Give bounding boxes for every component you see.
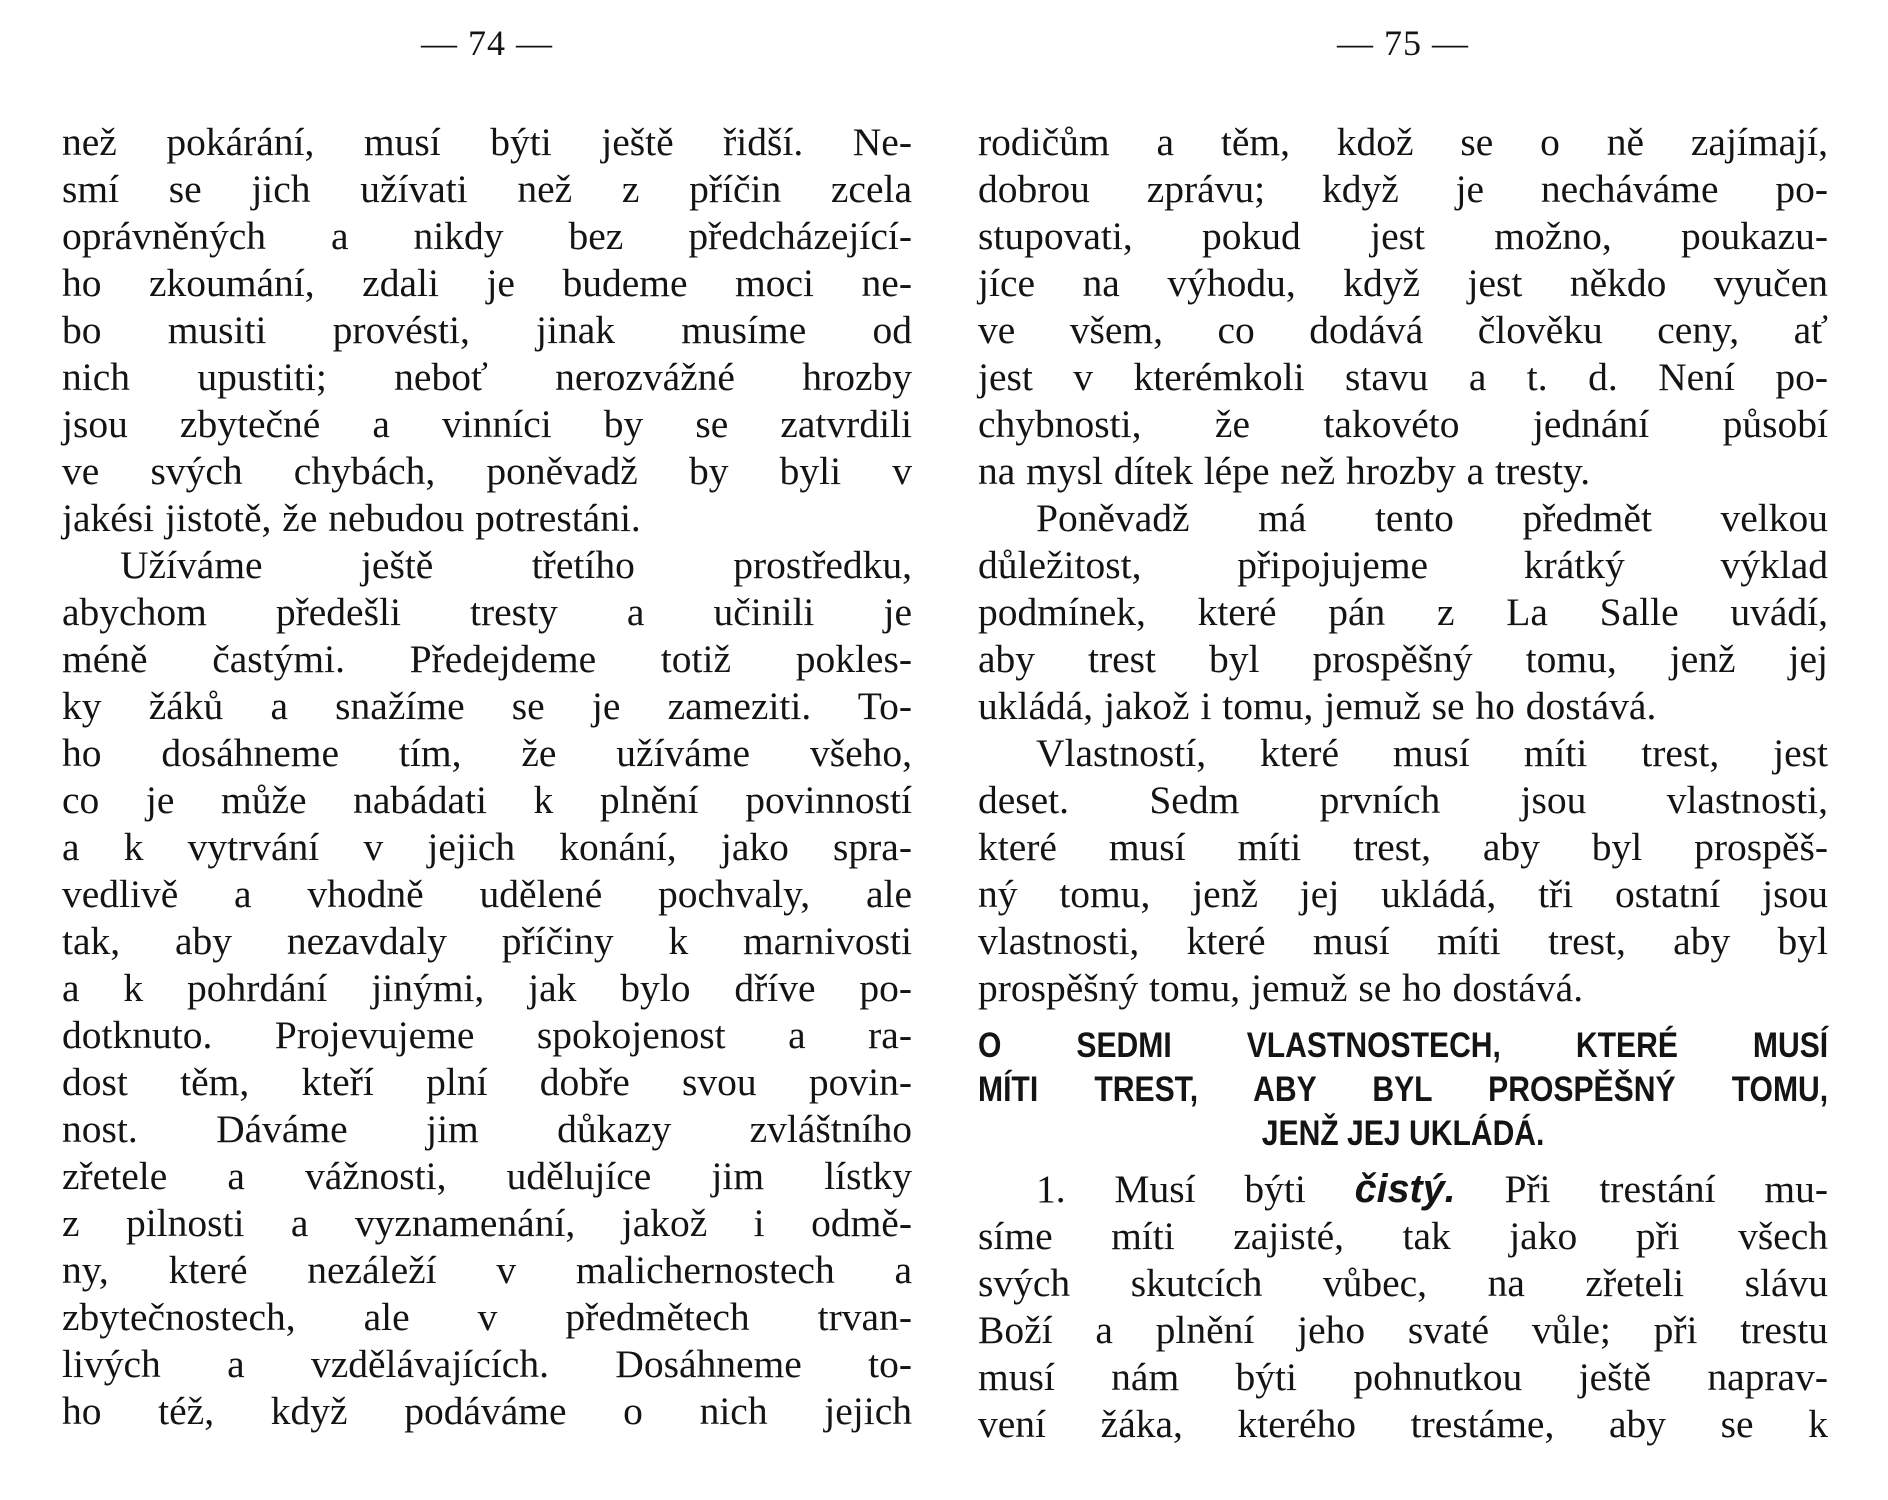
text-line: svých skutcích vůbec, na zřeteli slávu — [978, 1261, 1828, 1305]
text-line: Boží a plnění jeho svaté vůle; při trestu — [978, 1308, 1828, 1352]
text-line: z pilnosti a vyznamenání, jakož i odmě- — [62, 1201, 912, 1245]
text-line: aby trest byl prospěšný tomu, jenž jej — [978, 637, 1828, 681]
right-page — [978, 18, 1828, 1448]
text-line: ho zkoumání, zdali je budeme moci ne- — [62, 261, 912, 305]
text-line: ný tomu, jenž jej ukládá, tři ostatní jsou — [978, 872, 1828, 916]
text-line: ky žáků a snažíme se je zameziti. To- — [62, 684, 912, 728]
section-heading — [978, 1024, 1828, 1156]
text-line: jakési jistotě, že nebudou potrestáni. — [62, 496, 641, 540]
text-line: bo musiti provésti, jinak musíme od — [62, 308, 912, 352]
text-line: podmínek, které pán z La Salle uvádí, — [978, 590, 1828, 634]
text-line: jest v kterémkoli stavu a t. d. Není po- — [978, 355, 1828, 399]
text-line: dobrou zprávu; když je necháváme po- — [978, 167, 1828, 211]
text-line: a k vytrvání v jejich konání, jako spra- — [62, 825, 912, 869]
text-line: než pokárání, musí býti ještě řidší. Ne- — [62, 120, 912, 164]
text-line: ukládá, jakož i tomu, jemuž se ho dostává. — [978, 684, 1657, 728]
text-line: Užíváme ještě třetího prostředku, — [120, 543, 912, 587]
item-number-lead: 1. Musí býti — [1036, 1167, 1306, 1211]
text-line: jsou zbytečné a vinníci by se zatvrdili — [62, 402, 912, 446]
text-line: chybnosti, že takovéto jednání působí — [978, 402, 1828, 446]
text-line: Vlastností, které musí míti trest, jest — [1036, 731, 1828, 775]
text-line: tak, aby nezavdaly příčiny k marnivosti — [62, 919, 912, 963]
heading-line: O SEDMI VLASTNOSTECH, KTERÉ MUSÍ — [978, 1026, 1829, 1065]
text-line: ho též, když podáváme o nich jejich — [62, 1389, 912, 1433]
text-line: zbytečnostech, ale v předmětech trvan- — [62, 1295, 912, 1339]
text-line: méně častými. Předejdeme totiž pokles- — [62, 637, 912, 681]
text-line: ve všem, co dodává člověku ceny, ať — [978, 308, 1828, 352]
text-line: které musí míti trest, aby byl prospěš- — [978, 825, 1828, 869]
left-page — [62, 18, 912, 1435]
text-line: dost těm, kteří plní dobře svou povin- — [62, 1060, 912, 1104]
text-line: oprávněných a nikdy bez předcházející- — [62, 214, 912, 258]
text-line: musí nám býti pohnutkou ještě naprav- — [978, 1355, 1828, 1399]
text-line: ve svých chybách, poněvadž by byli v — [62, 449, 912, 493]
text-line: nost. Dáváme jim důkazy zvláštního — [62, 1107, 912, 1151]
text-line: Poněvadž má tento předmět velkou — [1036, 496, 1828, 540]
heading-line: MÍTI TREST, ABY BYL PROSPĚŠNÝ TOMU, — [978, 1070, 1829, 1109]
text-line: na mysl dítek lépe než hrozby a tresty. — [978, 449, 1591, 493]
numbered-item-line — [978, 1166, 1828, 1213]
text-line: prospěšný tomu, jemuž se ho dostává. — [978, 966, 1584, 1010]
text-line: abychom předešli tresty a učinili je — [62, 590, 912, 634]
text-line: důležitost, připojujeme krátký výklad — [978, 543, 1828, 587]
text-line: vlastnosti, které musí míti trest, aby byl — [978, 919, 1828, 963]
text-line: deset. Sedm prvních jsou vlastnosti, — [978, 778, 1828, 822]
text-line: vení žáka, kterého trestáme, aby se k — [978, 1402, 1828, 1446]
heading-line: JENŽ JEJ UKLÁDÁ. — [1261, 1114, 1545, 1153]
text-line: rodičům a těm, kdož se o ně zajímají, — [978, 120, 1828, 164]
left-page-number: — 74 — — [421, 23, 553, 63]
text-line: síme míti zajisté, tak jako při všech — [978, 1214, 1828, 1258]
text-line: dotknuto. Projevujeme spokojenost a ra- — [62, 1013, 912, 1057]
text-line: nich upustiti; neboť nerozvážné hrozby — [62, 355, 912, 399]
text-line: vedlivě a vhodně udělené pochvaly, ale — [62, 872, 912, 916]
text-line: co je může nabádati k plnění povinností — [62, 778, 912, 822]
text-line: jíce na výhodu, když jest někdo vyučen — [978, 261, 1828, 305]
emphasized-word: čistý. — [1354, 1167, 1456, 1211]
text-line: ny, které nezáleží v malichernostech a — [62, 1248, 912, 1292]
text-line: a k pohrdání jinými, jak bylo dříve po- — [62, 966, 912, 1010]
text-line: zřetele a vážnosti, udělujíce jim lístky — [62, 1154, 912, 1198]
right-page-number: — 75 — — [1337, 23, 1469, 63]
text-line: ho dosáhneme tím, že užíváme všeho, — [62, 731, 912, 775]
text-line: livých a vzdělávajících. Dosáhneme to- — [62, 1342, 912, 1386]
text-line: stupovati, pokud jest možno, poukazu- — [978, 214, 1828, 258]
item-text: Při trestání mu- — [1504, 1167, 1828, 1211]
text-line: smí se jich užívati než z příčin zcela — [62, 167, 912, 211]
